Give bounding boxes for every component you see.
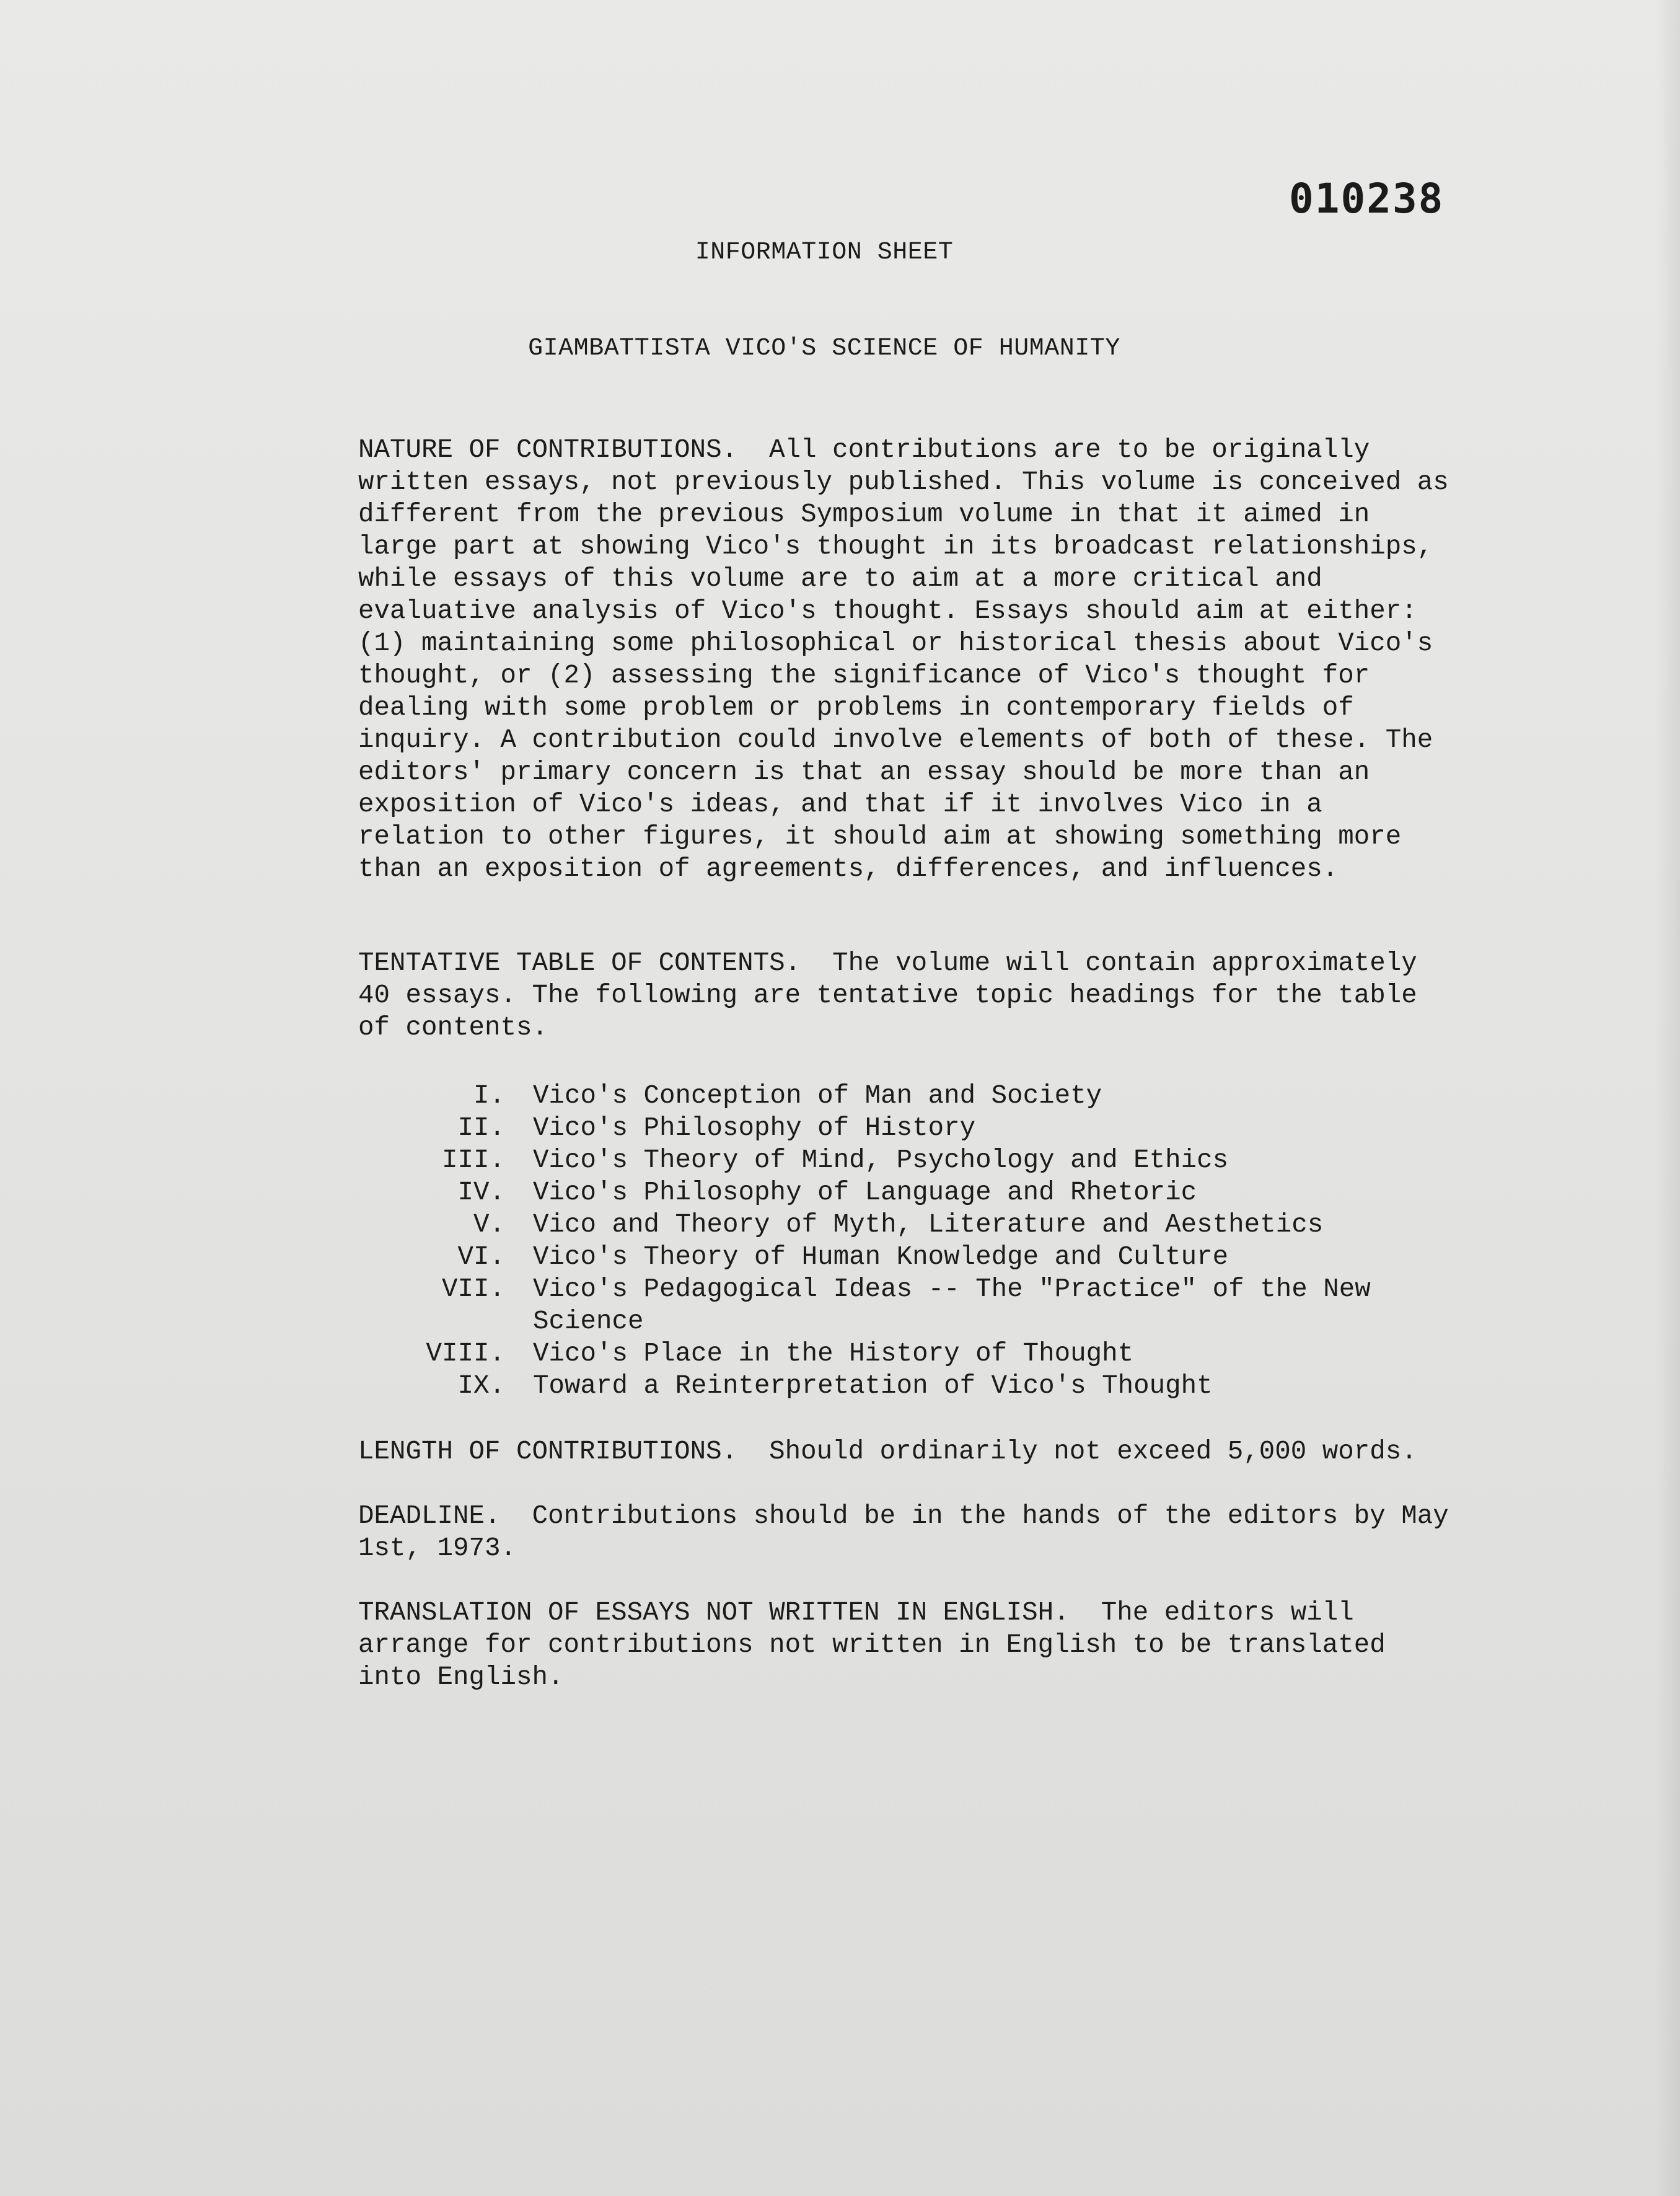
toc-item-text: Vico's Theory of Human Knowledge and Culture [533, 1242, 1229, 1272]
page-edge-shadow [1655, 0, 1680, 2196]
toc-item [397, 1241, 1450, 1273]
toc-heading: TENTATIVE TABLE OF CONTENTS. [358, 948, 801, 978]
toc-text: The volume will contain approximately 40 essays. The following are tentative topic headings for the table of contents. [358, 948, 1417, 1043]
toc-item-number: VI. [457, 1242, 505, 1272]
toc-item-text: Vico's Pedagogical Ideas -- The "Practice" of the New Science [533, 1274, 1371, 1336]
deadline-heading: DEADLINE. [358, 1501, 501, 1531]
toc-item-number: VII. [441, 1274, 505, 1304]
translation-section [358, 1597, 1449, 1693]
toc-item [397, 1144, 1450, 1176]
document-number: 010238 [1289, 175, 1445, 223]
toc-item-text: Vico's Philosophy of Language and Rhetoric [533, 1178, 1197, 1207]
toc-section [358, 947, 1449, 1044]
toc-item [397, 1176, 1450, 1209]
toc-item [397, 1273, 1450, 1338]
toc-item-text: Vico's Place in the History of Thought [533, 1339, 1134, 1369]
length-section [358, 1435, 1449, 1468]
toc-item-text: Vico's Theory of Mind, Psychology and Ethics [533, 1145, 1229, 1175]
deadline-text: Contributions should be in the hands of the editors by May 1st, 1973. [358, 1501, 1449, 1563]
toc-item [397, 1338, 1450, 1370]
toc-item-number: II. [457, 1113, 505, 1143]
deadline-paragraph [358, 1500, 1449, 1564]
info-sheet-title: INFORMATION SHEET [695, 239, 954, 267]
toc-item-number: IV. [457, 1178, 505, 1207]
length-text: Should ordinarily not exceed 5,000 words. [769, 1437, 1417, 1466]
translation-paragraph [358, 1597, 1449, 1693]
toc-item-text: Toward a Reinterpretation of Vico's Thought [533, 1371, 1213, 1401]
length-paragraph [358, 1435, 1449, 1468]
toc-paragraph [358, 947, 1449, 1044]
nature-heading: NATURE OF CONTRIBUTIONS. [358, 435, 738, 465]
toc-item-text: Vico's Conception of Man and Society [533, 1081, 1102, 1111]
toc-item-number: VIII. [426, 1339, 505, 1369]
nature-text: All contributions are to be originally written essays, not previously published. This volume is conceived as different from the previous Symposium volume in that it aimed in large part at showing Vico's thought in its broadcast relationships, while essays of this volume are to aim at a more critical and evaluative analysis of Vico's thought. Essays should aim at either: (1) maintaining some philosophical or historical thesis about Vico's thought, or (2) assessing the significance of Vico's thought for dealing with some problem or problems in contemporary fields of inquiry. A contribution could involve elements of both of these. The editors' primary concern is that an essay should be more than an exposition of Vico's ideas, and that if it involves Vico in a relation to other figures, it should aim at showing something more than an exposition of agreements, differences, and influences. [358, 435, 1449, 884]
toc-item [397, 1370, 1450, 1402]
document-subtitle: GIAMBATTISTA VICO'S SCIENCE OF HUMANITY [528, 335, 1120, 363]
toc-item-number: V. [473, 1210, 505, 1240]
translation-heading: TRANSLATION OF ESSAYS NOT WRITTEN IN ENGLISH. [358, 1598, 1070, 1628]
toc-item-number: I. [473, 1081, 505, 1111]
deadline-section [358, 1500, 1449, 1564]
toc-item-text: Vico and Theory of Myth, Literature and Aesthetics [533, 1210, 1324, 1240]
nature-section [358, 434, 1449, 885]
length-heading: LENGTH OF CONTRIBUTIONS. [358, 1437, 738, 1466]
nature-paragraph [358, 434, 1449, 885]
toc-item-number: III. [441, 1145, 505, 1175]
translation-text: The editors will arrange for contributions not written in English to be translated into English. [358, 1598, 1386, 1692]
toc-item [397, 1112, 1450, 1144]
toc-item-number: IX. [457, 1371, 505, 1401]
toc-list [397, 1080, 1450, 1402]
toc-item [397, 1209, 1450, 1241]
toc-item [397, 1080, 1450, 1112]
toc-item-text: Vico's Philosophy of History [533, 1113, 976, 1143]
